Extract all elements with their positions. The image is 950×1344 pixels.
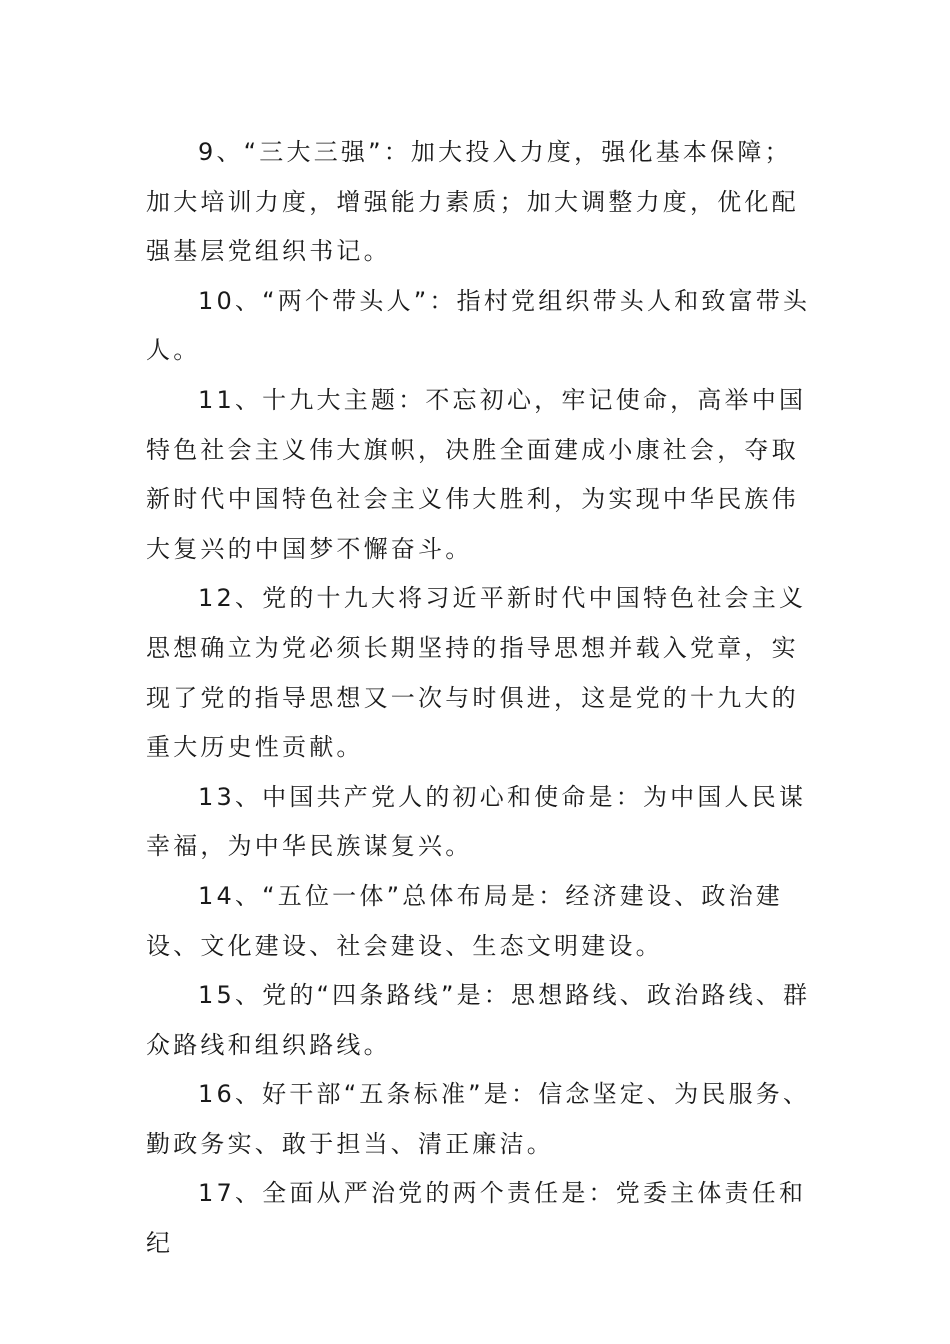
paragraph-10: 10、“两个带头人”：指村党组织带头人和致富带头人。 [146,286,811,365]
paragraph-11: 11、十九大主题：不忘初心，牢记使命，高举中国特色社会主义伟大旗帜，决胜全面建成小康社会，夺取新时代中国特色社会主义伟大胜利，为实现中华民族伟大复兴的中国梦不懈奋斗。 [146,385,807,563]
paragraph-14: 14、“五位一体”总体布局是：经济建设、政治建设、文化建设、社会建设、生态文明建设。 [146,881,784,960]
paragraph-16: 16、好干部“五条标准”是：信念坚定、为民服务、勤政务实、敢于担当、清正廉洁。 [146,1080,811,1158]
paragraph-13: 13、中国共产党人的初心和使命是：为中国人民谋幸福，为中华民族谋复兴。 [146,782,807,861]
paragraph-12: 12、党的十九大将习近平新时代中国特色社会主义思想确立为党必须长期坚持的指导思想并载入党章，实现了党的指导思想又一次与时俱进，这是党的十九大的重大历史性贡献。 [146,584,807,762]
paragraph-15: 15、党的“四条路线”是：思想路线、政治路线、群众路线和组织路线。 [146,981,811,1059]
document-body [146,128,816,1269]
paragraph-9: 9、“三大三强”：加大投入力度，强化基本保障；加大培训力度，增强能力素质；加大调整力度，优化配强基层党组织书记。 [146,138,799,266]
paragraph-17: 17、全面从严治党的两个责任是：党委主体责任和纪 [146,1179,807,1258]
